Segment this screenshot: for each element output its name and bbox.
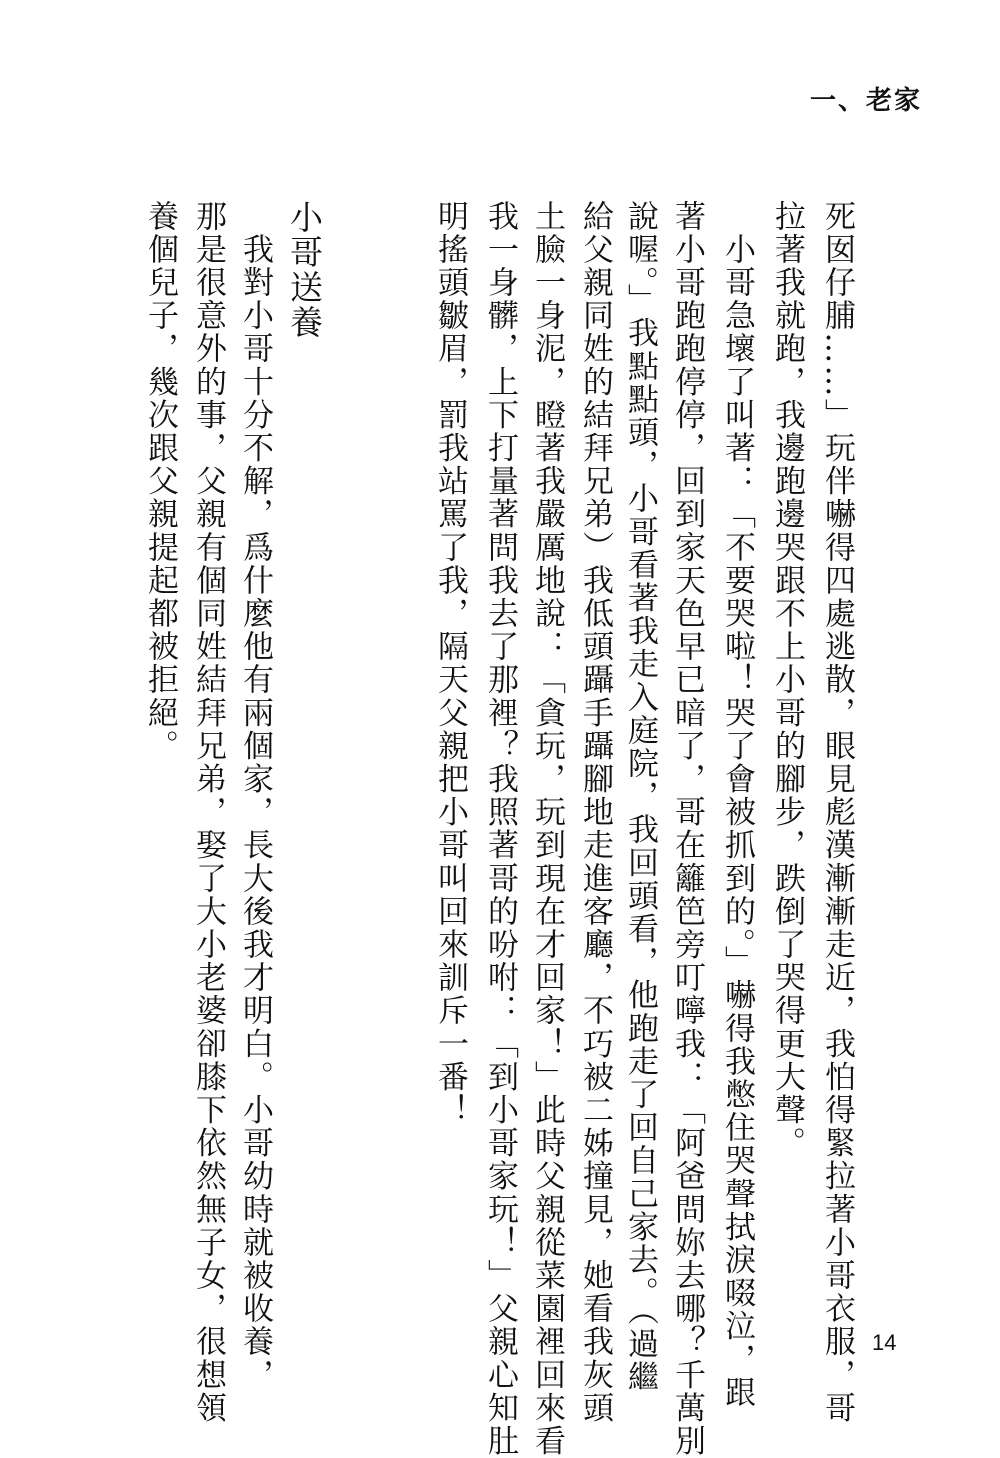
text-column-8: 我一身髒，上下打量著問我去了那裡？我照著哥的吩咐：「到小哥家玩！」父親心知肚 — [482, 200, 518, 1458]
text-column-2: 拉著我就跑，我邊跑邊哭跟不上小哥的腳步，跌倒了哭得更大聲。 — [769, 200, 805, 1160]
text-column-7: 土臉一身泥，瞪著我嚴厲地說：「貪玩，玩到現在才回家！」此時父親從菜園裡回來看 — [529, 200, 565, 1458]
text-column-6: 給父親同姓的結拜兄弟）我低頭躡手躡腳地走進客廳，不巧被二姊撞見，她看我灰頭 — [577, 200, 613, 1425]
text-column-10: 我對小哥十分不解，爲什麼他有兩個家，長大後我才明白。小哥幼時就被收養， — [237, 200, 273, 1392]
text-column-9: 明搖頭皺眉，罰我站罵了我，隔天父親把小哥叫回來訓斥一番！ — [432, 200, 468, 1127]
text-column-3: 小哥急壞了叫著：「不要哭啦！哭了會被抓到的。」嚇得我憋住哭聲拭淚啜泣，跟 — [719, 200, 755, 1410]
text-column-12: 養個兒子，幾次跟父親提起都被拒絕。 — [142, 200, 178, 763]
section-heading: 小哥送養 — [285, 200, 324, 340]
text-column-1: 死囡仔脯……」玩伴嚇得四處逃散，眼見彪漢漸漸走近，我怕得緊拉著小哥衣服，哥 — [819, 200, 855, 1425]
text-column-11: 那是很意外的事，父親有個同姓結拜兄弟，娶了大小老婆卻膝下依然無子女，很想領 — [190, 200, 226, 1425]
running-header: 一、老家 — [809, 86, 922, 116]
page-number: 14 — [872, 1330, 897, 1355]
text-column-5: 說喔。」我點點頭，小哥看著我走入庭院，我回頭看，他跑走了回自己家去。（過繼 — [622, 200, 658, 1394]
text-column-4: 著小哥跑跑停停，回到家天色早已暗了，哥在籬笆旁叮嚀我：「阿爸問妳去哪？千萬別 — [669, 200, 705, 1458]
